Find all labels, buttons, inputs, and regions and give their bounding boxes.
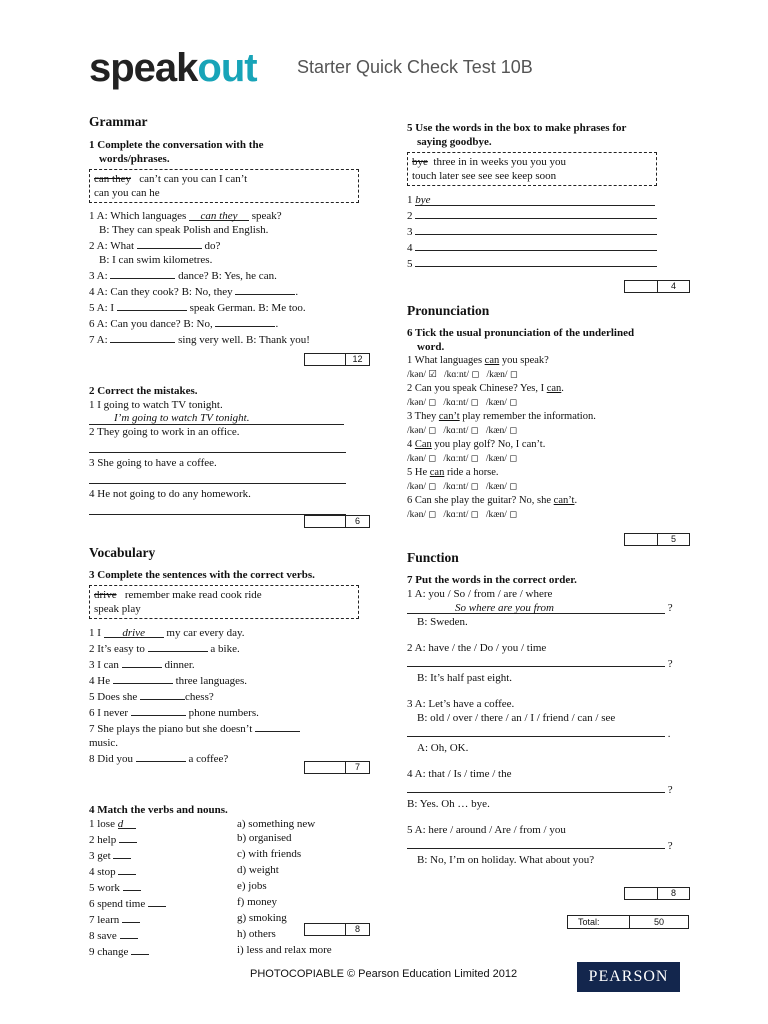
ex5-instruction: 5 Use the words in the box to make phrases for saying goodbye.	[407, 122, 627, 148]
score-box-ex2: 6	[304, 515, 370, 528]
ex7-q5-b: B: No, I’m on holiday. What about you?	[417, 854, 595, 866]
ex3-line-7: 7 She plays the piano but she doesn’t	[89, 720, 359, 736]
blank[interactable]	[140, 688, 185, 700]
blank[interactable]	[131, 704, 186, 716]
blank[interactable]	[122, 656, 162, 668]
ex2-sentence-1: 1 I going to watch TV tonight.	[89, 399, 223, 411]
score-box-ex1: 12	[304, 353, 370, 366]
ex7-q2-b: B: It’s half past eight.	[417, 672, 513, 684]
blank[interactable]	[136, 750, 186, 762]
pearson-logo: PEARSON	[577, 962, 680, 992]
ex2-instruction: 2 Correct the mistakes.	[89, 385, 198, 397]
tick-icon: ☑	[428, 370, 437, 380]
ex7-q3: 3 A: Let’s have a coffee.	[407, 698, 515, 710]
blank[interactable]	[255, 720, 300, 732]
ex1-line-5: 5 A: I speak German. B: Me too.	[89, 299, 359, 315]
ex1-line-2b: B: I can swim kilometres.	[99, 254, 213, 266]
score-box-ex5: 4	[624, 280, 690, 293]
ex6-instruction: 6 Tick the usual pronunciation of the underlined word.	[407, 327, 635, 353]
total-score-box: Total: 50	[567, 915, 689, 929]
ex7-q2-line: ?	[407, 655, 687, 671]
ex1-instruction: 1 Complete the conversation with the words/phrases.	[89, 139, 264, 165]
ex7-q3-line: .	[407, 725, 687, 741]
ex6-questions: 1 What languages can you speak? /kən/ ☑ /kɑːnt/ ◻ /kæn/ ◻ 2 Can you speak Chinese? Yes, I can. /kən/ ◻ /kɑːnt/ ◻ /kæn/ ◻ 3 They can’t play remember the information. /kən/ ◻ /kɑːnt/ ◻ /kæn/ ◻ 4 Can you play golf? No, I can’t. /kən/ ◻ /kɑːnt/ ◻ /kæn/ ◻ 5 He can ride a horse. /kən/ ◻ /kɑːnt/ ◻ /kæn/ ◻ 6 Can she play the guitar? No, she can’t. /kən/ ◻ /kɑːnt/ ◻ /kæn/ ◻	[407, 355, 596, 520]
blank[interactable]	[117, 299, 187, 311]
ex7-q1: 1 A: you / So / from / are / where	[407, 588, 553, 600]
function-heading: Function	[407, 550, 459, 565]
ex2-sentence-3: 3 She going to have a coffee.	[89, 457, 217, 469]
ex1-line-2: 2 A: What do?	[89, 237, 359, 253]
ex4-match-list: 1 lose d a) something new 2 help b) organised 3 get c) with friends 4 stop d) weight 5 work e) jobs 6 spend time f) money 7 learn g) smoking 8 save h) others 9 change i) less and relax more	[89, 818, 332, 958]
blank[interactable]	[215, 315, 275, 327]
footer-copyright: PHOTOCOPIABLE © Pearson Education Limited 2012	[250, 968, 518, 980]
ex3-line-2: 2 It’s easy to a bike.	[89, 640, 359, 656]
left-column	[89, 114, 359, 959]
ex3-line-7-cont: music.	[89, 737, 119, 749]
right-column	[407, 121, 687, 867]
ex7-q4: 4 A: that / Is / time / the	[407, 768, 512, 780]
ex3-instruction: 3 Complete the sentences with the correct verbs.	[89, 569, 315, 581]
ex7-q2: 2 A: have / the / Do / you / time	[407, 642, 547, 654]
test-title: Starter Quick Check Test 10B	[297, 57, 533, 77]
vocabulary-heading: Vocabulary	[89, 545, 156, 560]
ex4-instruction: 4 Match the verbs and nouns.	[89, 804, 228, 816]
ex1-line-6: 6 A: Can you dance? B: No, .	[89, 315, 359, 331]
ex1-line-1b: B: They can speak Polish and English.	[99, 224, 269, 236]
score-box-ex6: 5	[624, 533, 690, 546]
ex3-line-5: 5 Does she chess?	[89, 688, 359, 704]
ex7-q4-b: B: Yes. Oh … bye.	[407, 798, 490, 810]
blank[interactable]	[110, 331, 175, 343]
ex7-q5: 5 A: here / around / Are / from / you	[407, 824, 566, 836]
score-box-ex3: 7	[304, 761, 370, 774]
ex3-line-4: 4 He three languages.	[89, 672, 359, 688]
answer-line[interactable]	[89, 470, 346, 484]
ex7-instruction: 7 Put the words in the correct order.	[407, 574, 577, 586]
ex5-line-5: 5	[407, 255, 687, 271]
ex1-line-4: 4 A: Can they cook? B: No, they .	[89, 283, 359, 299]
score-box-ex7: 8	[624, 887, 690, 900]
ex3-word-box: drive remember make read cook ride speak play	[89, 585, 359, 619]
ex7-q5-line: ?	[407, 837, 687, 853]
ex3-line-1: 1 I drive my car every day.	[89, 627, 245, 639]
ex2-sentence-4: 4 He not going to do any homework.	[89, 488, 251, 500]
ex1-line-7: 7 A: sing very well. B: Thank you!	[89, 331, 359, 347]
speakout-logo: speakout	[89, 46, 257, 90]
blank[interactable]	[137, 237, 202, 249]
ex5-line-4: 4	[407, 239, 687, 255]
score-box-ex4: 8	[304, 923, 370, 936]
ex3-line-3: 3 I can dinner.	[89, 656, 359, 672]
ex2-answer-1: I’m going to watch TV tonight.	[89, 412, 344, 425]
ex5-word-box: bye three in in weeks you you you touch later see see see keep soon	[407, 152, 657, 186]
grammar-heading: Grammar	[89, 114, 148, 129]
blank[interactable]	[110, 267, 175, 279]
ex3-line-6: 6 I never phone numbers.	[89, 704, 359, 720]
ex1-word-box: can they can’t can you can I can’t can you can he	[89, 169, 359, 203]
ex1-line-3: 3 A: dance? B: Yes, he can.	[89, 267, 359, 283]
ex5-line-1: 1 bye	[407, 193, 687, 207]
ex5-line-3: 3	[407, 223, 687, 239]
ex2-sentence-2: 2 They going to work in an office.	[89, 426, 240, 438]
blank[interactable]	[148, 640, 208, 652]
ex7-q1-answer: So where are you from ?	[407, 601, 687, 615]
ex7-q4-line: ?	[407, 781, 687, 797]
blank[interactable]	[235, 283, 295, 295]
pronunciation-heading: Pronunciation	[407, 303, 490, 318]
ex7-q3-b: B: old / over / there / an / I / friend / can / see	[417, 712, 616, 724]
answer-line[interactable]	[89, 501, 346, 515]
ex1-line-1: 1 A: Which languages can they speak?	[89, 210, 282, 222]
ex5-line-2: 2	[407, 207, 687, 223]
ex7-q1-b: B: Sweden.	[417, 616, 468, 628]
ex3-line-8: 8 Did you a coffee?	[89, 750, 359, 766]
ex7-q3-a: A: Oh, OK.	[417, 742, 469, 754]
answer-line[interactable]	[89, 439, 346, 453]
blank[interactable]	[113, 672, 173, 684]
